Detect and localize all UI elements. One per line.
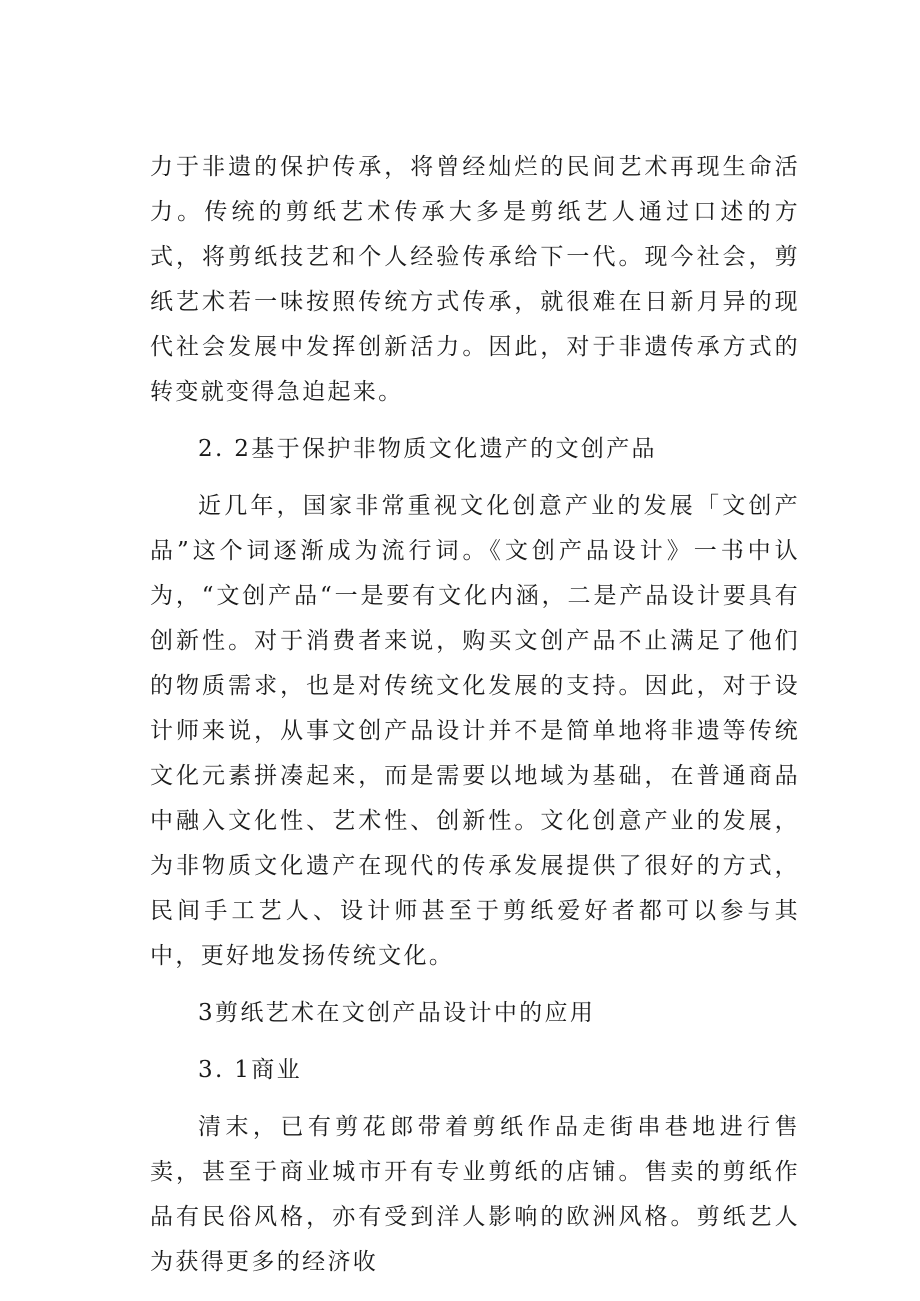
document-body — [150, 145, 800, 1285]
section-3-1-paragraph: 清末，已有剪花郎带着剪纸作品走街串巷地进行售卖，甚至于商业城市开有专业剪纸的店铺。售卖的剪纸作品有民俗风格，亦有受到洋人影响的欧洲风格。剪纸艺人为获得更多的经济收 — [150, 1114, 800, 1275]
section-3-1-heading: 3. 1商业 — [198, 1057, 302, 1083]
section-2-2-paragraph: 近几年，国家非常重视文化创意产业的发展「文创产品”这个词逐渐成为流行词。《文创产品设计》一书中认为，“文创产品“一是要有文化内涵，二是产品设计要具有创新性。对于消费者来说，购买文创产品不止满足了他们的物质需求，也是对传统文化发展的支持。因此，对于设计师来说，从事文创产品设计并不是简单地将非遗等传统文化元素拼凑起来，而是需要以地域为基础，在普通商品中融入文化性、艺术性、创新性。文化创意产业的发展，为非物质文化遗产在现代的传承发展提供了很好的方式，民间手工艺人、设计师甚至于剪纸爱好者都可以参与其中，更好地发扬传统文化。 — [150, 493, 800, 969]
section-3-heading: 3剪纸艺术在文创产品设计中的应用 — [198, 1000, 596, 1026]
intro-paragraph: 力于非遗的保护传承，将曾经灿烂的民间艺术再现生命活力。传统的剪纸艺术传承大多是剪纸艺人通过口述的方式，将剪纸技艺和个人经验传承给下一代。现今社会，剪纸艺术若一味按照传统方式传承，就很难在日新月异的现代社会发展中发挥创新活力。因此，对于非遗传承方式的转变就变得急迫起来。 — [150, 154, 800, 405]
section-2-2-heading: 2. 2基于保护非物质文化遗产的文创产品 — [198, 436, 657, 462]
